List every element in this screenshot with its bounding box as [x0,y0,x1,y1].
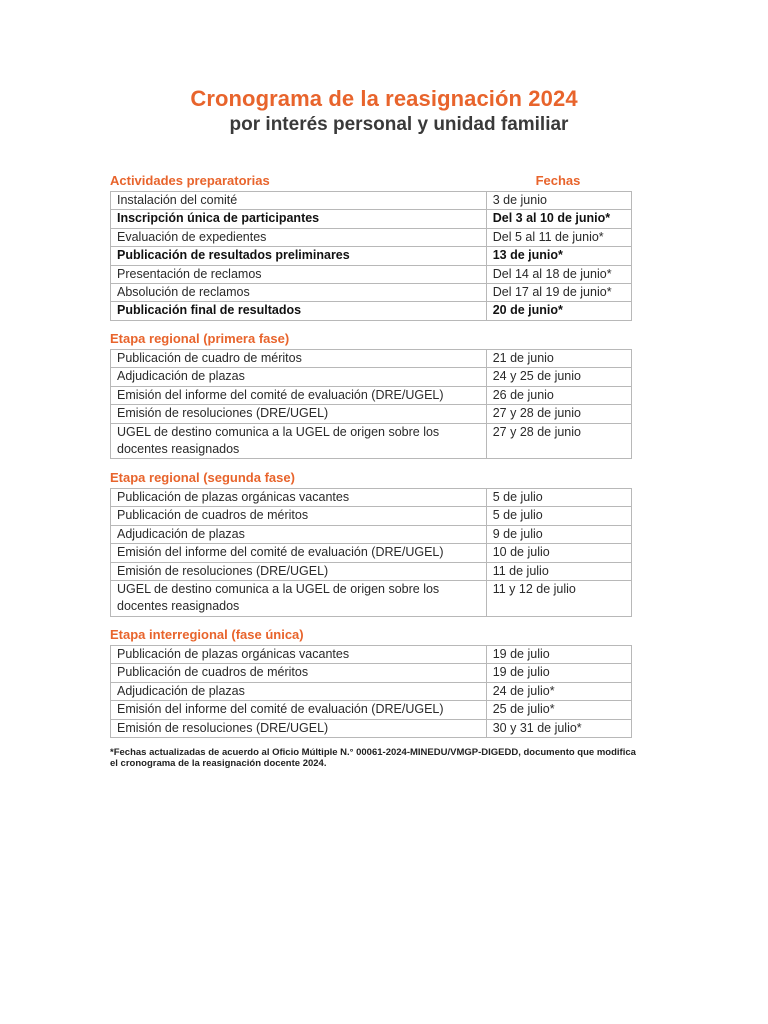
table-row [111,489,632,507]
table-row [111,423,632,459]
activity-cell: Presentación de reclamos [111,265,487,283]
date-cell: 5 de julio [486,489,631,507]
activity-cell: Emisión del informe del comité de evaluación (DRE/UGEL) [111,386,487,404]
activity-cell: Publicación de resultados preliminares [111,247,487,265]
table-row [111,682,632,700]
date-cell: 10 de julio [486,544,631,562]
table-row [111,247,632,265]
activity-cell: Adjudicación de plazas [111,525,487,543]
table-row [111,302,632,320]
date-cell: 24 y 25 de junio [486,368,631,386]
activity-cell: Evaluación de expedientes [111,228,487,246]
table-row [111,562,632,580]
section-title: Etapa interregional (fase única) [110,627,304,642]
date-cell: 13 de junio* [486,247,631,265]
date-cell: 19 de julio [486,646,631,664]
date-cell: 19 de julio [486,664,631,682]
date-cell: 11 y 12 de julio [486,581,631,617]
section-preparatory [110,173,632,321]
date-cell: 3 de junio [486,192,631,210]
activity-cell: Publicación final de resultados [111,302,487,320]
table-row [111,350,632,368]
table-row [111,284,632,302]
activity-cell: UGEL de destino comunica a la UGEL de origen sobre los docentes reasignados [111,423,487,459]
date-cell: 11 de julio [486,562,631,580]
section-regional-first [110,331,632,459]
section-title: Etapa regional (primera fase) [110,331,290,346]
table-row [111,386,632,404]
date-cell: Del 5 al 11 de junio* [486,228,631,246]
page-title: Cronograma de la reasignación 2024 [190,86,578,111]
section-title: Actividades preparatorias [110,173,270,188]
table-row [111,507,632,525]
table-row [111,581,632,617]
activity-cell: Emisión de resoluciones (DRE/UGEL) [111,719,487,737]
table-row [111,646,632,664]
activity-cell: Emisión de resoluciones (DRE/UGEL) [111,562,487,580]
table-row [111,664,632,682]
date-cell: 27 y 28 de junio [486,423,631,459]
schedule-table [110,191,632,321]
activity-cell: Emisión de resoluciones (DRE/UGEL) [111,405,487,423]
table-row [111,228,632,246]
schedule-table [110,645,632,738]
date-cell: 20 de junio* [486,302,631,320]
date-cell: 27 y 28 de junio [486,405,631,423]
activity-cell: Publicación de cuadro de méritos [111,350,487,368]
date-cell: 9 de julio [486,525,631,543]
dates-column-header: Fechas [535,173,581,188]
table-row [111,192,632,210]
table-row [111,265,632,283]
page-subtitle: por interés personal y unidad familiar [229,114,569,135]
date-cell: 25 de julio* [486,701,631,719]
date-cell: Del 17 al 19 de junio* [486,284,631,302]
table-row [111,544,632,562]
table-row [111,210,632,228]
footnote: *Fechas actualizadas de acuerdo al Oficio Múltiple N.° 00061-2024-MINEDU/VMGP-DIGEDD, documento que modifica el cronograma de la reasignación docente 2024. [110,747,636,769]
date-cell: 24 de julio* [486,682,631,700]
table-row [111,719,632,737]
section-interregional [110,627,632,738]
date-cell: Del 3 al 10 de junio* [486,210,631,228]
table-row [111,701,632,719]
schedule-table [110,349,632,459]
activity-cell: Instalación del comité [111,192,487,210]
activity-cell: Publicación de cuadros de méritos [111,664,487,682]
activity-cell: Publicación de plazas orgánicas vacantes [111,489,487,507]
table-row [111,368,632,386]
date-cell: 30 y 31 de julio* [486,719,631,737]
date-cell: 5 de julio [486,507,631,525]
activity-cell: Absolución de reclamos [111,284,487,302]
activity-cell: Emisión del informe del comité de evaluación (DRE/UGEL) [111,544,487,562]
activity-cell: Inscripción única de participantes [111,210,487,228]
activity-cell: Adjudicación de plazas [111,682,487,700]
schedule-table [110,488,632,617]
date-cell: 26 de junio [486,386,631,404]
activity-cell: Adjudicación de plazas [111,368,487,386]
section-regional-second [110,470,632,617]
table-row [111,405,632,423]
activity-cell: UGEL de destino comunica a la UGEL de origen sobre los docentes reasignados [111,581,487,617]
date-cell: 21 de junio [486,350,631,368]
section-title: Etapa regional (segunda fase) [110,470,295,485]
date-cell: Del 14 al 18 de junio* [486,265,631,283]
activity-cell: Emisión del informe del comité de evaluación (DRE/UGEL) [111,701,487,719]
activity-cell: Publicación de cuadros de méritos [111,507,487,525]
table-row [111,525,632,543]
activity-cell: Publicación de plazas orgánicas vacantes [111,646,487,664]
